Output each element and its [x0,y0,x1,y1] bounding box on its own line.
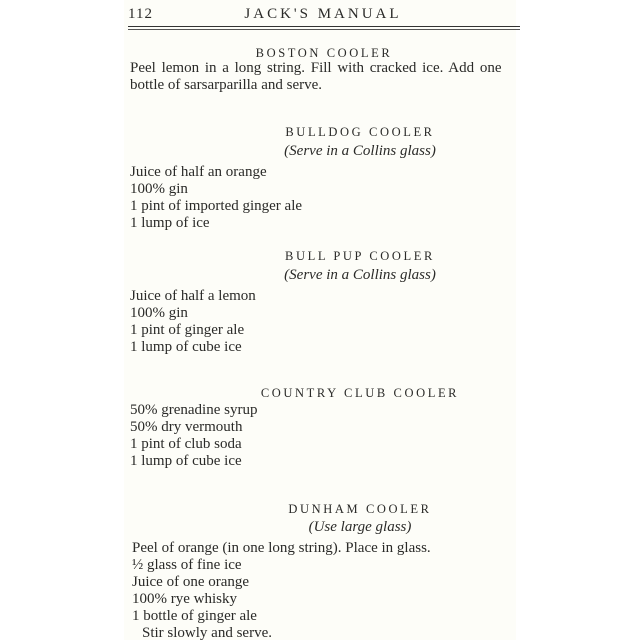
recipe-line: 1 bottle of ginger ale [132,608,257,624]
recipe-line: 1 pint of ginger ale [130,322,245,338]
recipe-line: Juice of half an orange [130,164,267,180]
recipe-title: BOSTON COOLER [255,46,393,60]
recipe-note: (Use large glass) [308,519,412,535]
recipe-line: 1 lump of ice [130,215,210,231]
recipe-line: bottle of sarsarparilla and serve. [130,77,323,93]
recipe-title: BULL PUP COOLER [285,249,435,263]
page-number: 112 [128,6,153,22]
recipe-line: 100% gin [130,181,188,197]
recipe-line: 100% rye whisky [132,591,237,607]
recipe-line: 50% dry vermouth [130,419,243,435]
recipe-line: 100% gin [130,305,188,321]
recipe-line: 1 lump of cube ice [130,453,242,469]
recipe-title: BULLDOG COOLER [285,125,435,139]
recipe-line: Peel of orange (in one long string). Place in glass. [132,540,431,556]
running-title: JACK'S MANUAL [244,6,402,22]
header-rule-top [128,26,520,27]
recipe-line: Stir slowly and serve. [142,625,272,641]
recipe-line: ½ glass of fine ice [132,557,242,573]
recipe-line: 1 lump of cube ice [130,339,242,355]
recipe-line: 1 pint of imported ginger ale [130,198,303,214]
recipe-line: 1 pint of club soda [130,436,242,452]
recipe-line: Peel lemon in a long string. Fill with cracked ice. Add one [130,60,502,76]
recipe-line: 50% grenadine syrup [130,402,258,418]
recipe-line: Juice of one orange [132,574,250,590]
recipe-note: (Serve in a Collins glass) [284,143,436,159]
header-rule-bottom [128,29,520,30]
page-header [128,6,518,26]
recipe-title: DUNHAM COOLER [288,502,432,516]
recipe-line: Juice of half a lemon [130,288,256,304]
recipe-note: (Serve in a Collins glass) [284,267,436,283]
recipe-title: COUNTRY CLUB COOLER [260,386,460,400]
